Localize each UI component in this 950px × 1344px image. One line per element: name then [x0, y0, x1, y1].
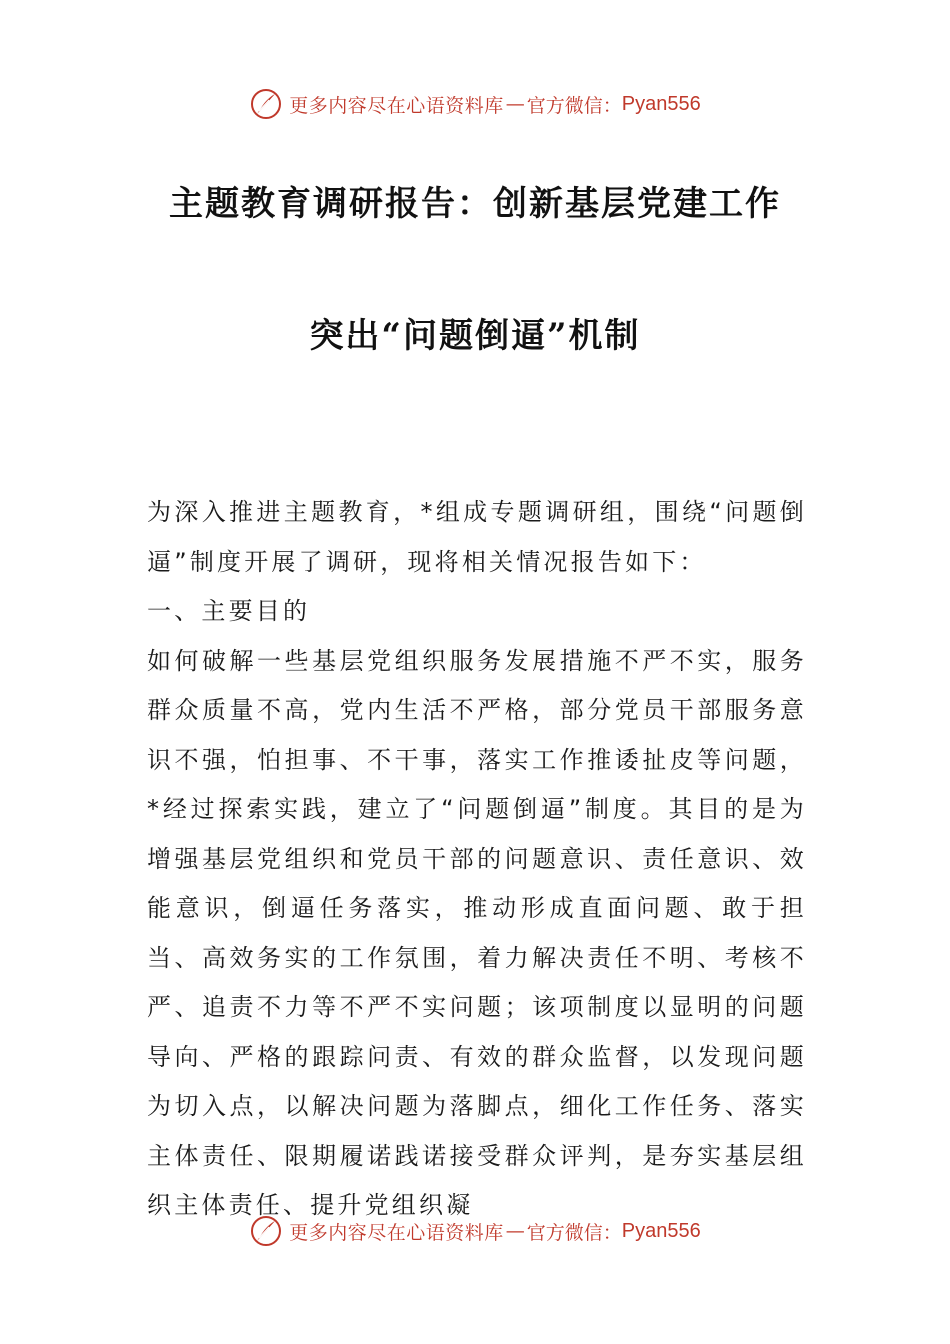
document-body	[147, 488, 807, 1231]
section1-heading: 一、主要目的	[147, 597, 311, 625]
watermark-dash: —	[505, 93, 525, 115]
watermark-wechat-label: 官方微信：	[526, 1221, 622, 1244]
watermark-wechat-id: Pyan556	[621, 92, 701, 115]
intro-paragraph: 为深入推进主题教育，*组成专题调研组，围绕“问题倒逼”制度开展了调研，现将相关情况报告如下：	[147, 498, 807, 576]
watermark-wechat-id: Pyan556	[621, 1219, 701, 1242]
watermark-banner-bottom	[0, 1211, 950, 1251]
watermark-banner-top	[0, 84, 950, 124]
watermark-site-text: 更多内容尽在心语资料库	[289, 94, 504, 117]
section1-paragraph: 如何破解一些基层党组织服务发展措施不严不实，服务群众质量不高，党内生活不严格，部分党员干部服务意识不强，怕担事、不干事，落实工作推诿扯皮等问题，*经过探索实践，建立了“问题倒逼”制度。其目的是为增强基层党组织和党员干部的问题意识、责任意识、效能意识，倒逼任务落实，推动形成直面问题、敢于担当、高效务实的工作氛围，着力解决责任不明、考核不严、追责不力等不严不实问题；该项制度以显明的问题导向、严格的跟踪问责、有效的群众监督，以发现问题为切入点，以解决问题为落脚点，细化工作任务、落实主体责任、限期履诺践诺接受群众评判，是夯实基层组织主体责任、提升党组织凝	[147, 646, 807, 1219]
document-title-line2: 突出“问题倒逼”机制	[309, 316, 641, 356]
document-title-line1: 主题教育调研报告：创新基层党建工作	[169, 184, 781, 224]
watermark-dash: —	[505, 1220, 525, 1242]
watermark-wechat-label: 官方微信：	[526, 94, 622, 117]
quill-logo-icon	[249, 1214, 283, 1248]
quill-logo-icon	[249, 87, 283, 121]
watermark-site-text: 更多内容尽在心语资料库	[289, 1221, 504, 1244]
